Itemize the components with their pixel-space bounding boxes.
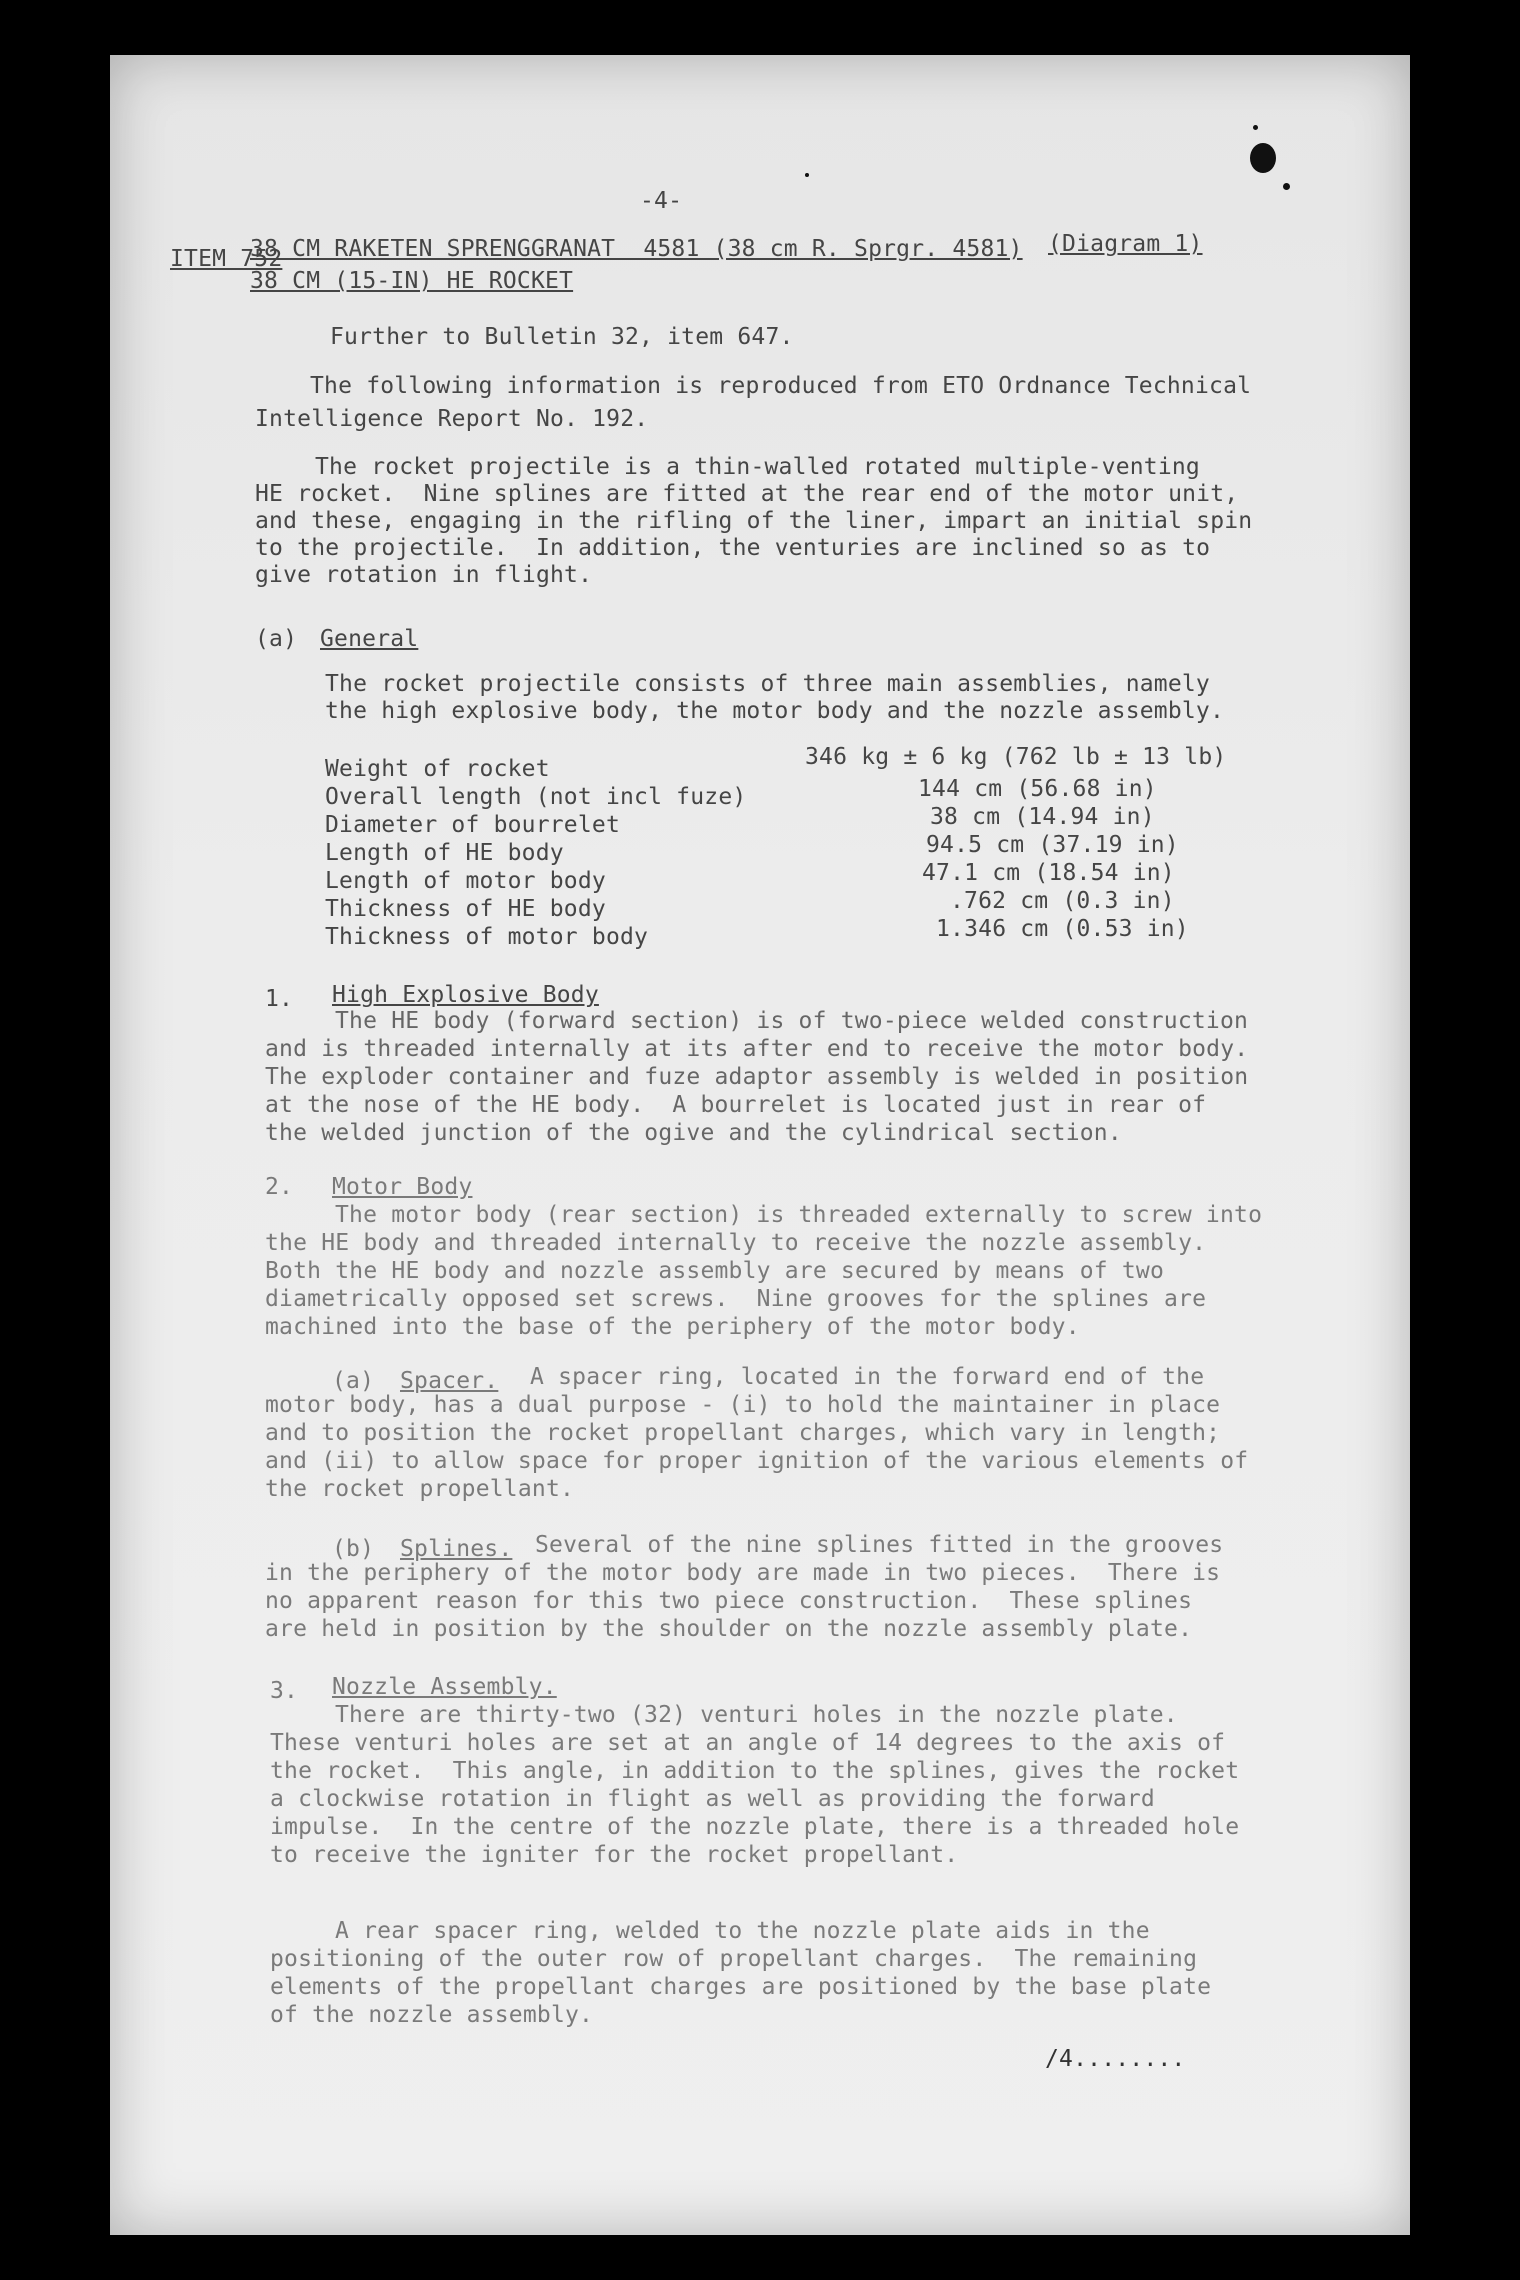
- summary-line-3: and these, engaging in the rifling of the liner, impart an initial spin: [255, 508, 1253, 534]
- further-reference: Further to Bulletin 32, item 647.: [330, 324, 794, 350]
- splines-heading: Splines.: [400, 1536, 513, 1562]
- section-3-line-1: There are thirty-two (32) venturi holes in the nozzle plate.: [335, 1702, 1178, 1728]
- section-2-line-2: the HE body and threaded internally to receive the nozzle assembly.: [265, 1230, 1207, 1256]
- section-1-line-3: The exploder container and fuze adaptor assembly is welded in position: [265, 1064, 1249, 1090]
- spec-value: 1.346 cm (0.53 in): [936, 916, 1189, 942]
- spacer-line-4: and (ii) to allow space for proper ignition of the various elements of: [265, 1448, 1249, 1474]
- spec-label: Thickness of HE body: [325, 896, 606, 922]
- rear-spacer-line-3: elements of the propellant charges are positioned by the base plate: [270, 1974, 1212, 2000]
- spec-label: Diameter of bourrelet: [325, 812, 620, 838]
- section-3-line-2: These venturi holes are set at an angle of 14 degrees to the axis of: [270, 1730, 1226, 1756]
- spacer-line-5: the rocket propellant.: [265, 1476, 575, 1502]
- summary-line-1: The rocket projectile is a thin-walled rotated multiple-venting: [315, 454, 1200, 480]
- section-2-number: 2.: [265, 1174, 294, 1200]
- section-1-line-5: the welded junction of the ogive and the cylindrical section.: [265, 1120, 1122, 1146]
- splines-line-1: Several of the nine splines fitted in the grooves: [535, 1532, 1224, 1558]
- spec-label: Overall length (not incl fuze): [325, 784, 747, 810]
- section-3-line-3: the rocket. This angle, in addition to the splines, gives the rocket: [270, 1758, 1240, 1784]
- section-3-line-6: to receive the igniter for the rocket propellant.: [270, 1842, 959, 1868]
- section-1-number: 1.: [265, 986, 294, 1012]
- source-line-1: The following information is reproduced from ETO Ordnance Technical: [310, 373, 1252, 399]
- item-title-line2: 38 CM (15-IN) HE ROCKET: [250, 268, 574, 294]
- splines-line-4: are held in position by the shoulder on the nozzle assembly plate.: [265, 1616, 1193, 1642]
- spacer-prefix: (a): [332, 1368, 375, 1394]
- section-3-line-4: a clockwise rotation in flight as well as providing the forward: [270, 1786, 1155, 1812]
- ink-speck: [805, 173, 809, 177]
- section-3-heading: Nozzle Assembly.: [332, 1674, 557, 1700]
- spec-value: 94.5 cm (37.19 in): [926, 832, 1179, 858]
- spec-value: 346 kg ± 6 kg (762 lb ± 13 lb): [805, 744, 1227, 770]
- spec-label: Weight of rocket: [325, 756, 550, 782]
- section-3-line-5: impulse. In the centre of the nozzle plate, there is a threaded hole: [270, 1814, 1240, 1840]
- splines-prefix: (b): [332, 1536, 375, 1562]
- spec-value: .762 cm (0.3 in): [950, 888, 1175, 914]
- section-1-line-4: at the nose of the HE body. A bourrelet is located just in rear of: [265, 1092, 1207, 1118]
- general-heading-number: (a): [255, 626, 298, 652]
- splines-line-2: in the periphery of the motor body are made in two pieces. There is: [265, 1560, 1221, 1586]
- spec-label: Length of motor body: [325, 868, 606, 894]
- general-line-2: the high explosive body, the motor body and the nozzle assembly.: [325, 698, 1225, 724]
- item-label: ITEM 752: [170, 246, 283, 272]
- spacer-line-2: motor body, has a dual purpose - (i) to hold the maintainer in place: [265, 1392, 1221, 1418]
- section-1-heading: High Explosive Body: [332, 982, 599, 1008]
- summary-line-4: to the projectile. In addition, the venturies are inclined so as to: [255, 535, 1211, 561]
- ink-blot: [1250, 143, 1276, 173]
- general-heading: General: [320, 626, 419, 652]
- rear-spacer-line-1: A rear spacer ring, welded to the nozzle plate aids in the: [335, 1918, 1150, 1944]
- spec-value: 38 cm (14.94 in): [930, 804, 1155, 830]
- section-1-line-2: and is threaded internally at its after end to receive the motor body.: [265, 1036, 1249, 1062]
- spacer-line-1: A spacer ring, located in the forward end of the: [530, 1364, 1205, 1390]
- spec-value: 144 cm (56.68 in): [918, 776, 1157, 802]
- source-line-2: Intelligence Report No. 192.: [255, 406, 649, 432]
- spec-label: Length of HE body: [325, 840, 564, 866]
- ink-speck: [1253, 125, 1258, 130]
- section-1-line-1: The HE body (forward section) is of two-piece welded construction: [335, 1008, 1249, 1034]
- item-title-line1: 38 CM RAKETEN SPRENGGRANAT 4581 (38 cm R. Sprgr. 4581): [250, 236, 1023, 262]
- section-2-line-5: machined into the base of the periphery of the motor body.: [265, 1314, 1080, 1340]
- rear-spacer-line-2: positioning of the outer row of propellant charges. The remaining: [270, 1946, 1198, 1972]
- ink-speck: [1283, 183, 1290, 190]
- continuation-marker: /4........: [1045, 2046, 1186, 2072]
- spec-value: 47.1 cm (18.54 in): [922, 860, 1175, 886]
- section-2-line-3: Both the HE body and nozzle assembly are secured by means of two: [265, 1258, 1165, 1284]
- section-2-line-1: The motor body (rear section) is threaded externally to screw into: [335, 1202, 1263, 1228]
- spacer-heading: Spacer.: [400, 1368, 499, 1394]
- section-2-heading: Motor Body: [332, 1174, 473, 1200]
- rear-spacer-line-4: of the nozzle assembly.: [270, 2002, 594, 2028]
- section-3-number: 3.: [270, 1678, 299, 1704]
- page-number: -4-: [640, 188, 683, 214]
- spacer-line-3: and to position the rocket propellant charges, which vary in length;: [265, 1420, 1221, 1446]
- document-page: [110, 55, 1410, 2235]
- summary-line-2: HE rocket. Nine splines are fitted at the rear end of the motor unit,: [255, 481, 1239, 507]
- spec-label: Thickness of motor body: [325, 924, 649, 950]
- section-2-line-4: diametrically opposed set screws. Nine grooves for the splines are: [265, 1286, 1207, 1312]
- diagram-reference: (Diagram 1): [1048, 231, 1203, 257]
- splines-line-3: no apparent reason for this two piece construction. These splines: [265, 1588, 1193, 1614]
- summary-line-5: give rotation in flight.: [255, 562, 593, 588]
- general-line-1: The rocket projectile consists of three main assemblies, namely: [325, 671, 1210, 697]
